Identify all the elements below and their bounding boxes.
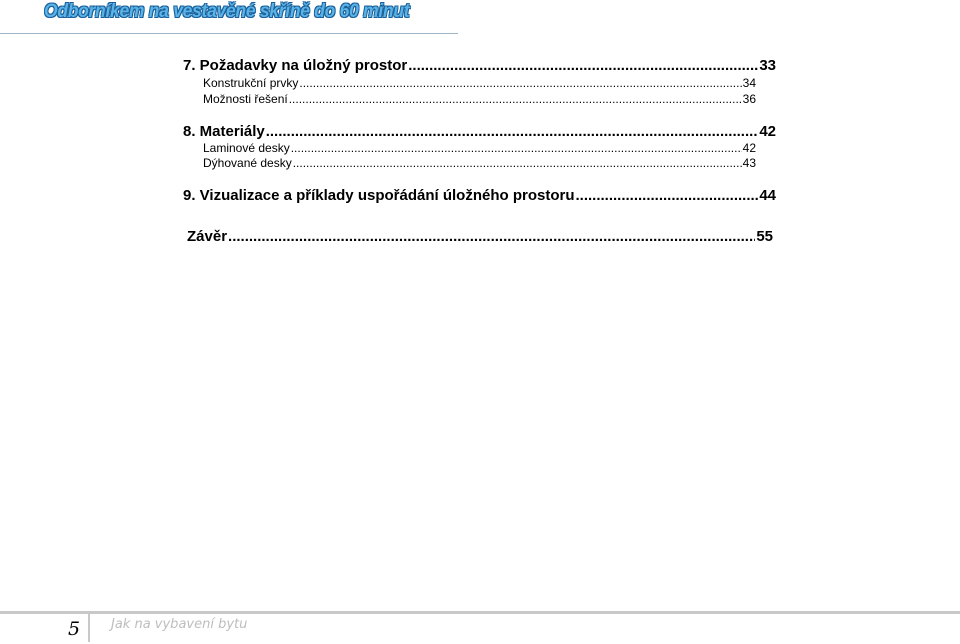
toc-entry-page: 34: [742, 76, 756, 90]
footer-book-title: Jak na vybavení bytu: [111, 617, 248, 632]
toc-entry-9[interactable]: [183, 187, 776, 204]
toc-entry-label: Možnosti řešení: [203, 92, 288, 106]
toc-entry-7[interactable]: [183, 57, 776, 74]
header-divider: [0, 33, 458, 34]
toc-entry-8[interactable]: [183, 123, 776, 140]
toc-entry-8-1[interactable]: [203, 141, 756, 155]
toc-leader: [299, 76, 741, 90]
toc-entry-label: 9. Vizualizace a příklady uspořádání úložného prostoru: [183, 187, 575, 204]
toc-entry-label: 7. Požadavky na úložný prostor: [183, 57, 408, 74]
toc-entry-label: Závěr: [187, 228, 228, 245]
toc-leader: [293, 156, 742, 170]
toc-leader: [228, 228, 755, 245]
page-number: 5: [68, 618, 81, 640]
toc-entry-label: Konstrukční prvky: [203, 76, 299, 90]
toc-entry-page: 43: [742, 156, 756, 170]
toc-entry-page: 42: [759, 123, 776, 140]
toc-entry-label: Laminové desky: [203, 141, 290, 155]
toc-entry-8-2[interactable]: [203, 156, 756, 170]
toc-entry-page: 44: [759, 187, 776, 204]
toc-entry-label: Dýhované desky: [203, 156, 292, 170]
toc-entry-7-2[interactable]: [203, 92, 756, 106]
toc-leader: [266, 123, 759, 140]
footer-divider: [0, 611, 960, 614]
footer-separator: [88, 614, 90, 642]
toc-entry-page: 42: [742, 141, 756, 155]
toc-entry-label: 8. Materiály: [183, 123, 265, 140]
toc-entry-page: 33: [759, 57, 776, 74]
toc-leader: [408, 57, 758, 74]
toc-entry-page: 55: [756, 228, 773, 245]
toc-entry-zaver[interactable]: [187, 228, 773, 245]
toc-leader: [291, 141, 742, 155]
toc-entry-7-1[interactable]: [203, 76, 756, 90]
toc-leader: [575, 187, 758, 204]
header-title: Odborníkem na vestavěné skříně do 60 minut: [44, 1, 410, 22]
toc-entry-page: 36: [742, 92, 756, 106]
toc-leader: [289, 92, 742, 106]
